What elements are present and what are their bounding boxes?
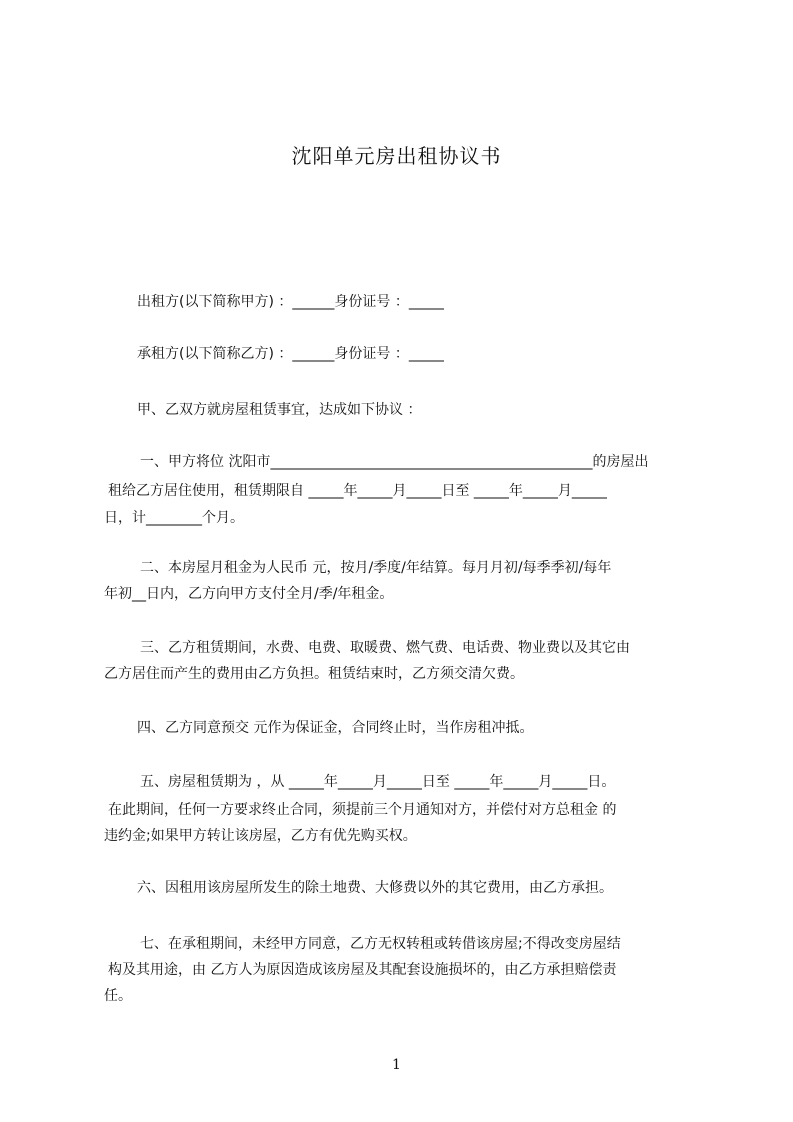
clause-3-line-2: 乙方居住而产生的费用由乙方负担。租赁结束时，乙方须交清欠费。 bbox=[104, 666, 524, 682]
document-title: 沈阳单元房出租协议书 bbox=[291, 144, 502, 168]
lessor-line: 出租方(以下简称甲方) ：______身份证号 ：_____ bbox=[137, 294, 444, 310]
clause-7-line-2: 构及其用途，由 乙方人为原因造成该房屋及其配套设施损坏的，由乙方承担赔偿责 bbox=[108, 962, 617, 978]
clause-7-line-1: 七、在承租期间，未经甲方同意，乙方无权转租或转借该房屋;不得改变房屋结 bbox=[140, 936, 621, 952]
clause-1-line-2: 租给乙方居住使用，租赁期限自 _____年_____月_____日至 _____年_____月_____ bbox=[108, 483, 607, 499]
clause-5-line-1: 五、房屋租赁期为 ，从 _____年_____月_____日至 _____年_____月_____日。 bbox=[140, 774, 616, 790]
clause-5-line-3: 违约金;如果甲方转让该房屋，乙方有优先购买权。 bbox=[104, 828, 417, 844]
clause-2-line-1: 二、本房屋月租金为人民币 元，按月/季度/年结算。每月月初/每季季初/每年 bbox=[140, 560, 612, 576]
clause-1-line-1: 一、甲方将位 沈阳市______________________________________________的房屋出 bbox=[140, 454, 649, 470]
intro-line: 甲、乙双方就房屋租赁事宜，达成如下协议 ： bbox=[137, 402, 422, 418]
page-number: 1 bbox=[392, 1057, 401, 1073]
clause-6-line: 六、因租用该房屋所发生的除土地费、大修费以外的其它费用，由乙方承担。 bbox=[137, 880, 613, 896]
clause-5-line-2: 在此期间，任何一方要求终止合同，须提前三个月通知对方，并偿付对方总租金 的 bbox=[108, 802, 617, 818]
lessee-line: 承租方(以下简称乙方) ：______身份证号 ：_____ bbox=[137, 346, 444, 362]
clause-7-line-3: 任。 bbox=[104, 988, 132, 1004]
clause-4-line: 四、乙方同意预交 元作为保证金，合同终止时，当作房租冲抵。 bbox=[137, 720, 534, 736]
clause-3-line-1: 三、乙方租赁期间，水费、电费、取暖费、燃气费、电话费、物业费以及其它由 bbox=[140, 640, 630, 656]
clause-2-line-2: 年初__日内，乙方向甲方支付全月/季/年租金。 bbox=[104, 586, 394, 602]
clause-1-line-3: 日，计________个月。 bbox=[104, 510, 244, 526]
